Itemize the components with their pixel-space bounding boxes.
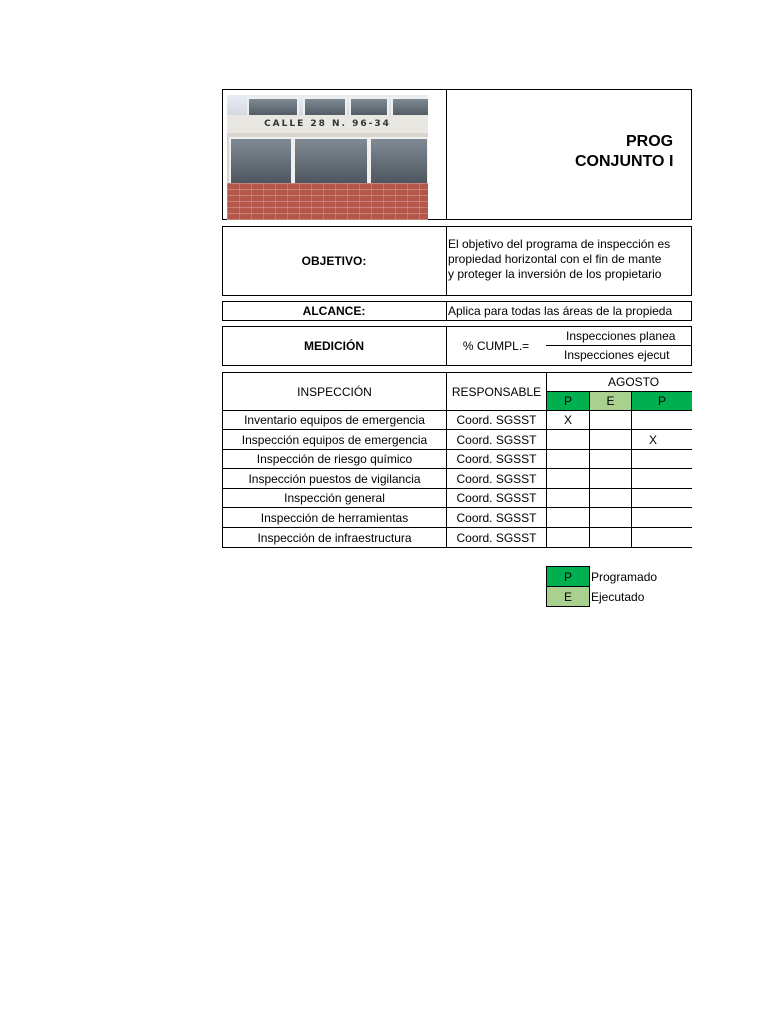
photo-window	[229, 137, 293, 185]
alcance-label: ALCANCE:	[302, 304, 366, 318]
mark-cell: X	[648, 432, 657, 447]
mark-cell	[547, 430, 589, 449]
row-responsable: Coord. SGSST	[456, 452, 537, 466]
row-responsable: Coord. SGSST	[456, 432, 537, 447]
header-divider	[446, 89, 447, 220]
page-title-line1: PROG	[626, 133, 674, 150]
page-title-line2: CONJUNTO I	[575, 153, 674, 170]
legend-key-programado: P	[546, 566, 590, 587]
objetivo-label: OBJETIVO:	[301, 254, 367, 268]
row-inspeccion: Inspección de herramientas	[260, 510, 409, 525]
row-responsable: Coord. SGSST	[456, 471, 537, 486]
col-header-responsable: RESPONSABLE	[451, 384, 542, 399]
formula-label: % CUMPL.=	[462, 339, 530, 353]
formula-denominator: Inspecciones ejecut	[564, 348, 670, 362]
row-responsable: Coord. SGSST	[456, 491, 537, 505]
objetivo-divider	[446, 226, 447, 296]
subheader-ejecutado: E	[590, 392, 631, 410]
photo-brick-wall	[227, 183, 428, 220]
legend-label-ejecutado: Ejecutado	[591, 589, 645, 604]
alcance-divider	[446, 301, 447, 321]
photo-address-sign: CALLE 28 N. 96-34	[227, 115, 428, 133]
objetivo-text-line: y proteger la inversión de los propietario	[448, 267, 662, 281]
alcance-text: Aplica para todas las áreas de la propieda	[448, 304, 673, 318]
row-responsable: Coord. SGSST	[456, 510, 537, 525]
row-inspeccion: Inventario equipos de emergencia	[244, 413, 425, 427]
photo-window	[369, 137, 428, 185]
subheader-programado: P	[632, 392, 692, 410]
month-header: AGOSTO	[608, 375, 660, 389]
formula-numerator: Inspecciones planea	[566, 329, 676, 343]
mark-cell	[632, 411, 674, 429]
row-inspeccion: Inspección general	[284, 491, 385, 505]
medicion-label: MEDICIÓN	[304, 339, 364, 353]
row-inspeccion: Inspección de riesgo químico	[256, 452, 413, 466]
mark-cell: X	[563, 413, 572, 427]
legend-label-programado: Programado	[591, 569, 658, 584]
subheader-programado: P	[547, 392, 589, 410]
table-border	[222, 547, 692, 548]
building-photo	[227, 95, 428, 220]
objetivo-text-line: propiedad horizontal con el fin de mante	[448, 252, 662, 266]
objetivo-text-line: El objetivo del programa de inspección es	[448, 237, 671, 251]
mark-cell	[590, 411, 631, 429]
objetivo-text	[448, 237, 670, 282]
row-inspeccion: Inspección equipos de emergencia	[241, 432, 428, 447]
row-responsable: Coord. SGSST	[456, 530, 537, 545]
row-responsable: Coord. SGSST	[456, 413, 537, 427]
col-header-inspeccion: INSPECCIÓN	[297, 384, 372, 399]
row-inspeccion: Inspección puestos de vigilancia	[248, 471, 421, 486]
row-inspeccion: Inspección de infraestructura	[257, 530, 412, 545]
photo-window	[293, 137, 369, 185]
legend-key-ejecutado: E	[546, 586, 590, 607]
mark-cell	[590, 430, 631, 449]
